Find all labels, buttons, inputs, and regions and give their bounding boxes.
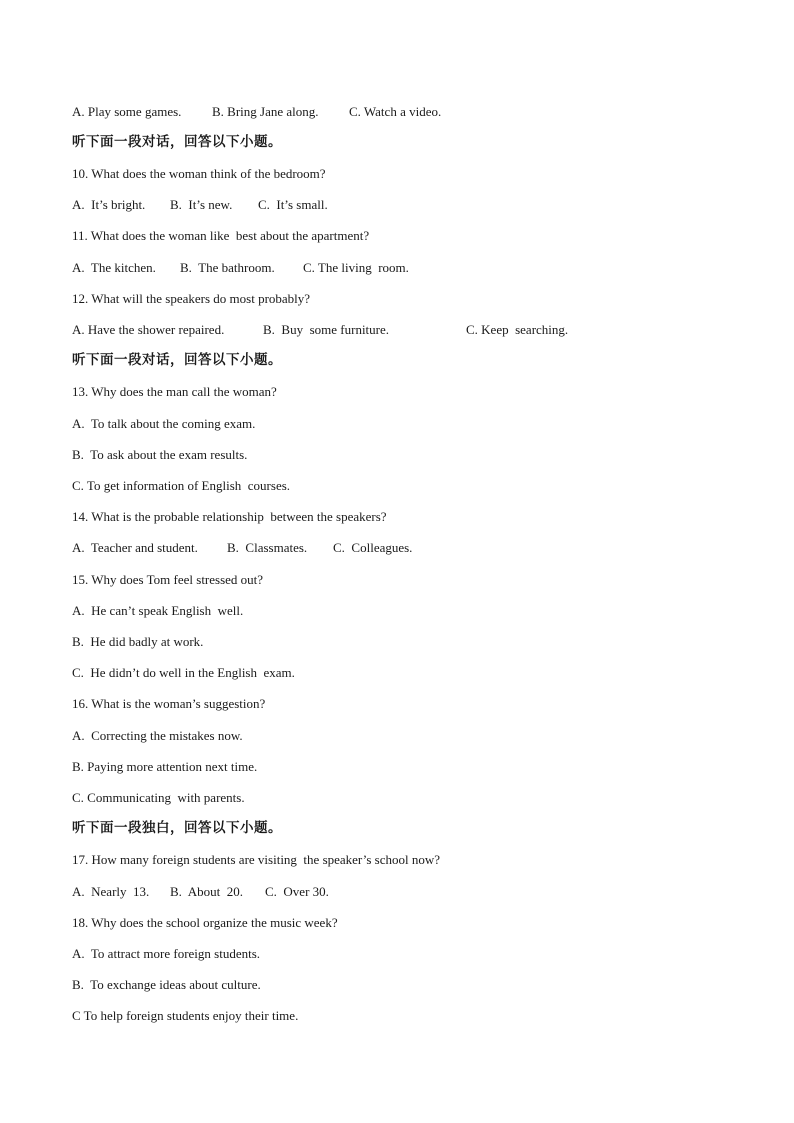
q12-option-a: A. Have the shower repaired. — [72, 322, 225, 337]
q13-option-c: C. To get information of English courses. — [72, 478, 291, 493]
q12-option-b: B. Buy some furniture. — [263, 322, 390, 337]
q14-option-a: A. Teacher and student. — [72, 540, 198, 555]
section-heading-3: 听下面一段独白，回答以下小题。 — [72, 820, 282, 836]
q12-option-c: C. Keep searching. — [466, 322, 569, 337]
section-heading-2: 听下面一段对话，回答以下小题。 — [72, 352, 282, 368]
question-14: 14. What is the probable relationship between the speakers? — [72, 509, 387, 524]
q13-option-b: B. To ask about the exam results. — [72, 447, 248, 462]
question-12: 12. What will the speakers do most probably? — [72, 291, 311, 306]
q11-option-c: C. The living room. — [303, 260, 409, 275]
q15-option-a: A. He can’t speak English well. — [72, 603, 244, 618]
q17-option-b: B. About 20. — [170, 884, 243, 899]
q15-option-c: C. He didn’t do well in the English exam. — [72, 665, 295, 680]
q15-option-b: B. He did badly at work. — [72, 634, 204, 649]
question-10: 10. What does the woman think of the bedroom? — [72, 166, 326, 181]
q16-option-c: C. Communicating with parents. — [72, 790, 245, 805]
q10-option-c: C. It’s small. — [258, 197, 328, 212]
q9-option-c: C. Watch a video. — [349, 104, 442, 119]
q17-option-a: A. Nearly 13. — [72, 884, 150, 899]
q14-option-c: C. Colleagues. — [333, 540, 413, 555]
q16-option-b: B. Paying more attention next time. — [72, 759, 258, 774]
q17-option-c: C. Over 30. — [265, 884, 329, 899]
question-15: 15. Why does Tom feel stressed out? — [72, 572, 264, 587]
question-16: 16. What is the woman’s suggestion? — [72, 696, 266, 711]
question-17: 17. How many foreign students are visiting the speaker’s school now? — [72, 852, 441, 867]
question-13: 13. Why does the man call the woman? — [72, 384, 277, 399]
q18-option-c: C To help foreign students enjoy their time. — [72, 1008, 299, 1023]
question-11: 11. What does the woman like best about the apartment? — [72, 228, 370, 243]
q13-option-a: A. To talk about the coming exam. — [72, 416, 256, 431]
q9-option-b: B. Bring Jane along. — [212, 104, 319, 119]
q18-option-a: A. To attract more foreign students. — [72, 946, 261, 961]
q10-option-a: A. It’s bright. — [72, 197, 146, 212]
q10-option-b: B. It’s new. — [170, 197, 233, 212]
q9-option-a: A. Play some games. — [72, 104, 182, 119]
q16-option-a: A. Correcting the mistakes now. — [72, 728, 243, 743]
q18-option-b: B. To exchange ideas about culture. — [72, 977, 261, 992]
q11-option-b: B. The bathroom. — [180, 260, 275, 275]
question-18: 18. Why does the school organize the music week? — [72, 915, 338, 930]
section-heading-1: 听下面一段对话，回答以下小题。 — [72, 134, 282, 150]
q11-option-a: A. The kitchen. — [72, 260, 156, 275]
q14-option-b: B. Classmates. — [227, 540, 308, 555]
